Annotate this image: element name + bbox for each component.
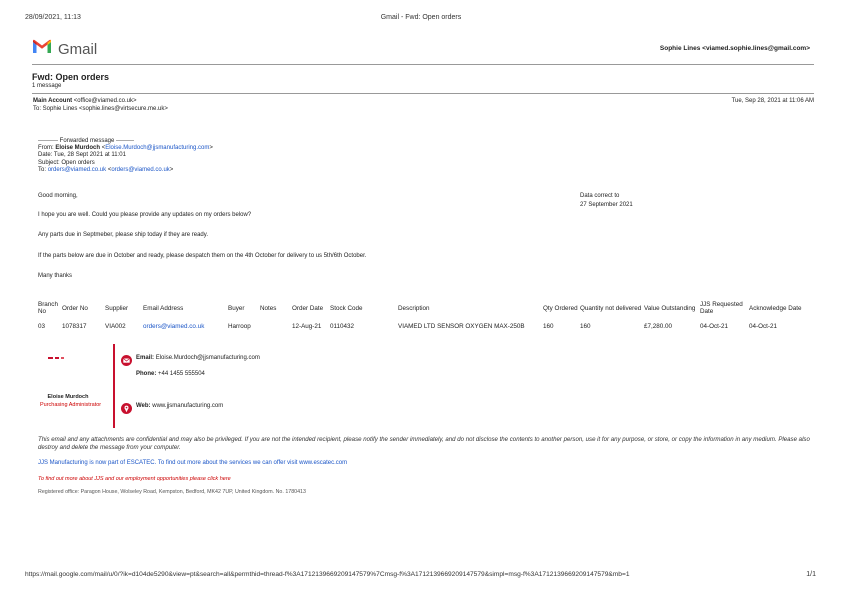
registered-office: Registered office: Paragon House, Wolseley Road, Kempston, Bedford, MK42 7UP, United Kingdom. No. 1780413: [38, 489, 306, 495]
escatec-line: [38, 460, 347, 466]
bracket-open: <: [101, 145, 106, 151]
page-number: 1/1: [806, 571, 816, 578]
account-label: Sophie Lines <viamed.sophie.lines@gmail.com>: [659, 45, 810, 52]
web-label: Web:: [136, 403, 151, 409]
forwarded-sender-email[interactable]: Eloise.Murdoch@jjsmanufacturing.com: [105, 145, 210, 151]
data-correct-label: Data correct to: [580, 193, 620, 199]
to-label: To:: [38, 167, 47, 173]
signature-email-value[interactable]: Eloise.Murdoch@jjsmanufacturing.com: [155, 355, 260, 361]
forwarded-to-email-alt[interactable]: orders@viamed.co.uk: [111, 167, 170, 173]
table-header-row: [38, 297, 809, 319]
cell-order-date: 12-Aug-21: [292, 322, 322, 330]
forwarded-to: [38, 167, 173, 173]
cell-acknowledge-date: 04-Oct-21: [749, 322, 777, 330]
bracket-close: >: [169, 167, 174, 173]
forwarded-sender-name: Eloise Murdoch: [55, 145, 101, 151]
th-description: Description: [398, 304, 430, 312]
signature-web-value[interactable]: www.jjsmanufacturing.com: [152, 403, 224, 409]
escatec-text: JJS Manufacturing is now part of ESCATEC. To find out more about the services we can offer visit: [38, 460, 300, 466]
th-jjs-requested-date: JJS Requested Date: [700, 301, 743, 315]
th-notes: Notes: [260, 304, 277, 312]
header-divider: [32, 64, 814, 65]
signature-web: [136, 403, 223, 409]
body-line-1: I hope you are well. Could you please provide any updates on my orders below?: [38, 212, 252, 218]
th-acknowledge-date: Acknowledge Date: [749, 304, 802, 312]
cell-order-no: 1078317: [62, 322, 87, 330]
web-icon: [121, 401, 132, 419]
print-datetime: 28/09/2021, 11:13: [25, 14, 81, 21]
forwarded-date: Date: Tue, 28 Sept 2021 at 11:01: [38, 152, 126, 158]
cell-qty-ordered: 160: [543, 322, 554, 330]
cell-stock-code: 0110432: [330, 322, 355, 330]
disclaimer: This email and any attachments are confidential and may also be privileged. If you are not the intended recipient, please notify the sender immediately, and do not disclose the contents to another person, use it for any purpose, or store, or copy the information in any medium. Please also destroy and delete the message from your computer.: [38, 436, 810, 451]
print-url: https://mail.google.com/mail/u/0/?ik=d104de5290&view=pt&search=all&permthid=thread-f%3A1712139669209147579%7Cmsg-f%3A1712139669209147579&simpl=msg-f%3A1712139669209147579&mb=1: [25, 571, 630, 578]
th-email: Email Address: [143, 304, 184, 312]
signature-email: [136, 355, 260, 361]
th-value-outstanding: Value Outstanding: [644, 304, 696, 312]
table-row: [38, 319, 809, 333]
greeting: Good morning,: [38, 193, 78, 199]
data-correct-date: 27 September 2021: [580, 202, 633, 208]
message-from: [33, 98, 136, 104]
forwarded-to-email[interactable]: orders@viamed.co.uk: [47, 167, 107, 173]
signature-divider: [113, 344, 115, 428]
th-supplier: Supplier: [105, 304, 129, 312]
email-icon: [121, 353, 132, 371]
message-to: To: Sophie Lines <sophie.lines@virtsecure.me.uk>: [33, 106, 168, 112]
forwarded-from: [38, 145, 213, 151]
body-line-3: If the parts below are due in October and ready, please despatch them on the 4th October for delivery to us 5th/6th October.: [38, 253, 367, 259]
company-logo: [48, 347, 64, 351]
cell-description: VIAMED LTD SENSOR OXYGEN MAX-250B: [398, 322, 525, 330]
message-count: 1 message: [32, 83, 62, 89]
subject-title: Fwd: Open orders: [32, 72, 110, 82]
bracket-open: <: [107, 167, 112, 173]
cell-value-outstanding: £7,280.00: [644, 322, 673, 330]
signature-phone-value: +44 1455 555504: [158, 371, 205, 377]
phone-label: Phone:: [136, 371, 157, 377]
from-label: From:: [38, 145, 54, 151]
signature-name: Eloise Murdoch: [47, 394, 89, 400]
cell-buyer: Harroop: [228, 322, 251, 330]
cell-branch: 03: [38, 322, 46, 330]
escatec-link[interactable]: www.escatec.com: [299, 460, 348, 466]
jobs-link[interactable]: To find out more about JJS and our employment opportunities please click here: [38, 476, 231, 482]
cell-qty-not-delivered: 160: [580, 322, 591, 330]
th-branch: Branch No: [38, 301, 58, 315]
sender-email[interactable]: <office@viamed.co.uk>: [73, 98, 137, 104]
th-qty-ordered: Qty Ordered: [543, 304, 578, 312]
signature-phone: [136, 371, 205, 377]
th-qty-not-delivered: Quantity not delivered: [580, 304, 642, 312]
th-stock-code: Stock Code: [330, 304, 363, 312]
gmail-wordmark: Gmail: [58, 40, 98, 58]
cell-jjs-requested-date: 04-Oct-21: [700, 322, 728, 330]
gmail-m-icon: [32, 39, 52, 59]
subject-divider: [32, 93, 814, 94]
sender-name: Main Account: [33, 98, 73, 104]
body-line-2: Any parts due in Septmeber, please ship today if they are ready.: [38, 232, 208, 238]
bracket-close: >: [209, 145, 213, 151]
th-buyer: Buyer: [228, 304, 245, 312]
thanks: Many thanks: [38, 273, 73, 279]
th-order-date: Order Date: [292, 304, 324, 312]
forwarded-heading: ---------- Forwarded message ---------: [38, 138, 134, 144]
message-date: Tue, Sep 28, 2021 at 11:06 AM: [731, 98, 814, 104]
cell-supplier: VIA002: [105, 322, 126, 330]
orders-table: [38, 297, 809, 333]
forwarded-subject: Subject: Open orders: [38, 160, 95, 166]
email-label: Email:: [136, 355, 155, 361]
th-order-no: Order No: [62, 304, 88, 312]
cell-email[interactable]: orders@viamed.co.uk: [143, 322, 205, 330]
signature-role: Purchasing Administrator: [40, 402, 102, 408]
gmail-logo[interactable]: [32, 39, 97, 59]
print-title: Gmail - Fwd: Open orders: [380, 14, 462, 21]
cell-notes: [260, 319, 292, 333]
